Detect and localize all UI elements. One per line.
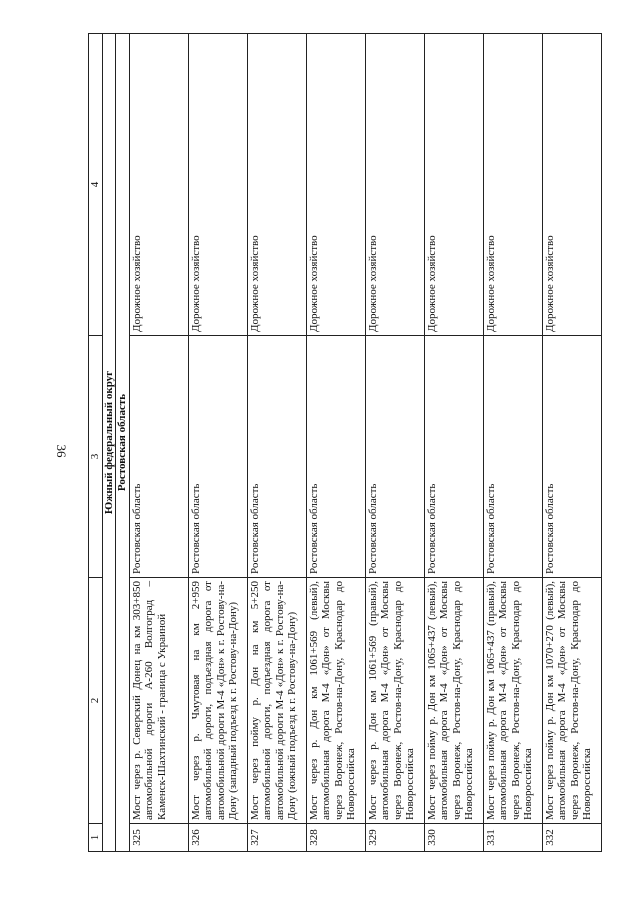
rotated-table-container — [88, 34, 593, 852]
table-row — [365, 34, 424, 852]
row-description: Мост через р. Дон км 1061+569 (правый), автомобильная дорога М-4 «Дон» от Москвы через Воронеж, Ростов-на-Дону, Краснодар до Новороссийска — [365, 578, 424, 824]
row-number: 328 — [306, 824, 365, 852]
row-type: Дорожное хозяйство — [247, 34, 306, 336]
row-region: Ростовская область — [306, 336, 365, 578]
row-number: 331 — [483, 824, 542, 852]
row-type: Дорожное хозяйство — [188, 34, 247, 336]
row-description: Мост через пойму р. Дон км 1065+437 (левый), автомобильная дорога М-4 «Дон» от Москвы через Воронеж, Ростов-на-Дону, Краснодар до Новороссийска — [424, 578, 483, 824]
oblast-title: Ростовская область — [116, 34, 130, 852]
oblast-row — [116, 34, 130, 852]
row-number: 329 — [365, 824, 424, 852]
table-row — [188, 34, 247, 852]
table-row — [542, 34, 601, 852]
row-description: Мост через р. Чмутовая на км 2+959 автомобильной дороги, подъездная дорога от автомобильной дороги М-4 «Дон» к г. Ростову-на-Дону (западный подъезд к г. Ростову-на-Дону) — [188, 578, 247, 824]
infrastructure-table — [88, 33, 602, 852]
row-description: Мост через р. Северский Донец на км 303+850 автомобильной дороги А-260 Волгоград – Каменск-Шахтинский - граница с Украиной — [129, 578, 188, 824]
row-region: Ростовская область — [247, 336, 306, 578]
row-type: Дорожное хозяйство — [306, 34, 365, 336]
row-region: Ростовская область — [424, 336, 483, 578]
row-type: Дорожное хозяйство — [365, 34, 424, 336]
table-row — [424, 34, 483, 852]
page-number: 36 — [54, 444, 69, 458]
row-number: 327 — [247, 824, 306, 852]
header-col-1: 1 — [89, 824, 103, 852]
row-description: Мост через пойму р. Дон на км 5+250 автомобильной дороги, подъездная дорога от автомобильной дороги М-4 «Дон» к г. Ростову-на-Дону (южный подъезд к г. Ростову-на-Дону) — [247, 578, 306, 824]
row-type: Дорожное хозяйство — [483, 34, 542, 336]
row-number: 326 — [188, 824, 247, 852]
row-type: Дорожное хозяйство — [542, 34, 601, 336]
row-type: Дорожное хозяйство — [129, 34, 188, 336]
row-number: 330 — [424, 824, 483, 852]
district-row — [102, 34, 116, 852]
header-row — [89, 34, 103, 852]
header-col-3: 3 — [89, 336, 103, 578]
row-region: Ростовская область — [129, 336, 188, 578]
district-title: Южный федеральный округ — [102, 34, 116, 852]
row-type: Дорожное хозяйство — [424, 34, 483, 336]
row-description: Мост через р. Дон км 1061+569 (левый), автомобильная дорога М-4 «Дон» от Москвы через Воронеж, Ростов-на-Дону, Краснодар до Новороссийска — [306, 578, 365, 824]
row-description: Мост через пойму р. Дон км 1070+270 (левый), автомобильная дорога М-4 «Дон» от Москвы через Воронеж, Ростов-на-Дону, Краснодар до Новороссийска — [542, 578, 601, 824]
table-row — [247, 34, 306, 852]
header-col-2: 2 — [89, 578, 103, 824]
table-row — [129, 34, 188, 852]
row-description: Мост через пойму р. Дон км 1065+437 (правый), автомобильная дорога М-4 «Дон» от Москвы через Воронеж, Ростов-на-Дону, Краснодар до Новороссийска — [483, 578, 542, 824]
row-region: Ростовская область — [365, 336, 424, 578]
header-col-4: 4 — [89, 34, 103, 336]
table-row — [483, 34, 542, 852]
row-number: 325 — [129, 824, 188, 852]
row-region: Ростовская область — [483, 336, 542, 578]
row-number: 332 — [542, 824, 601, 852]
table-row — [306, 34, 365, 852]
row-region: Ростовская область — [188, 336, 247, 578]
row-region: Ростовская область — [542, 336, 601, 578]
